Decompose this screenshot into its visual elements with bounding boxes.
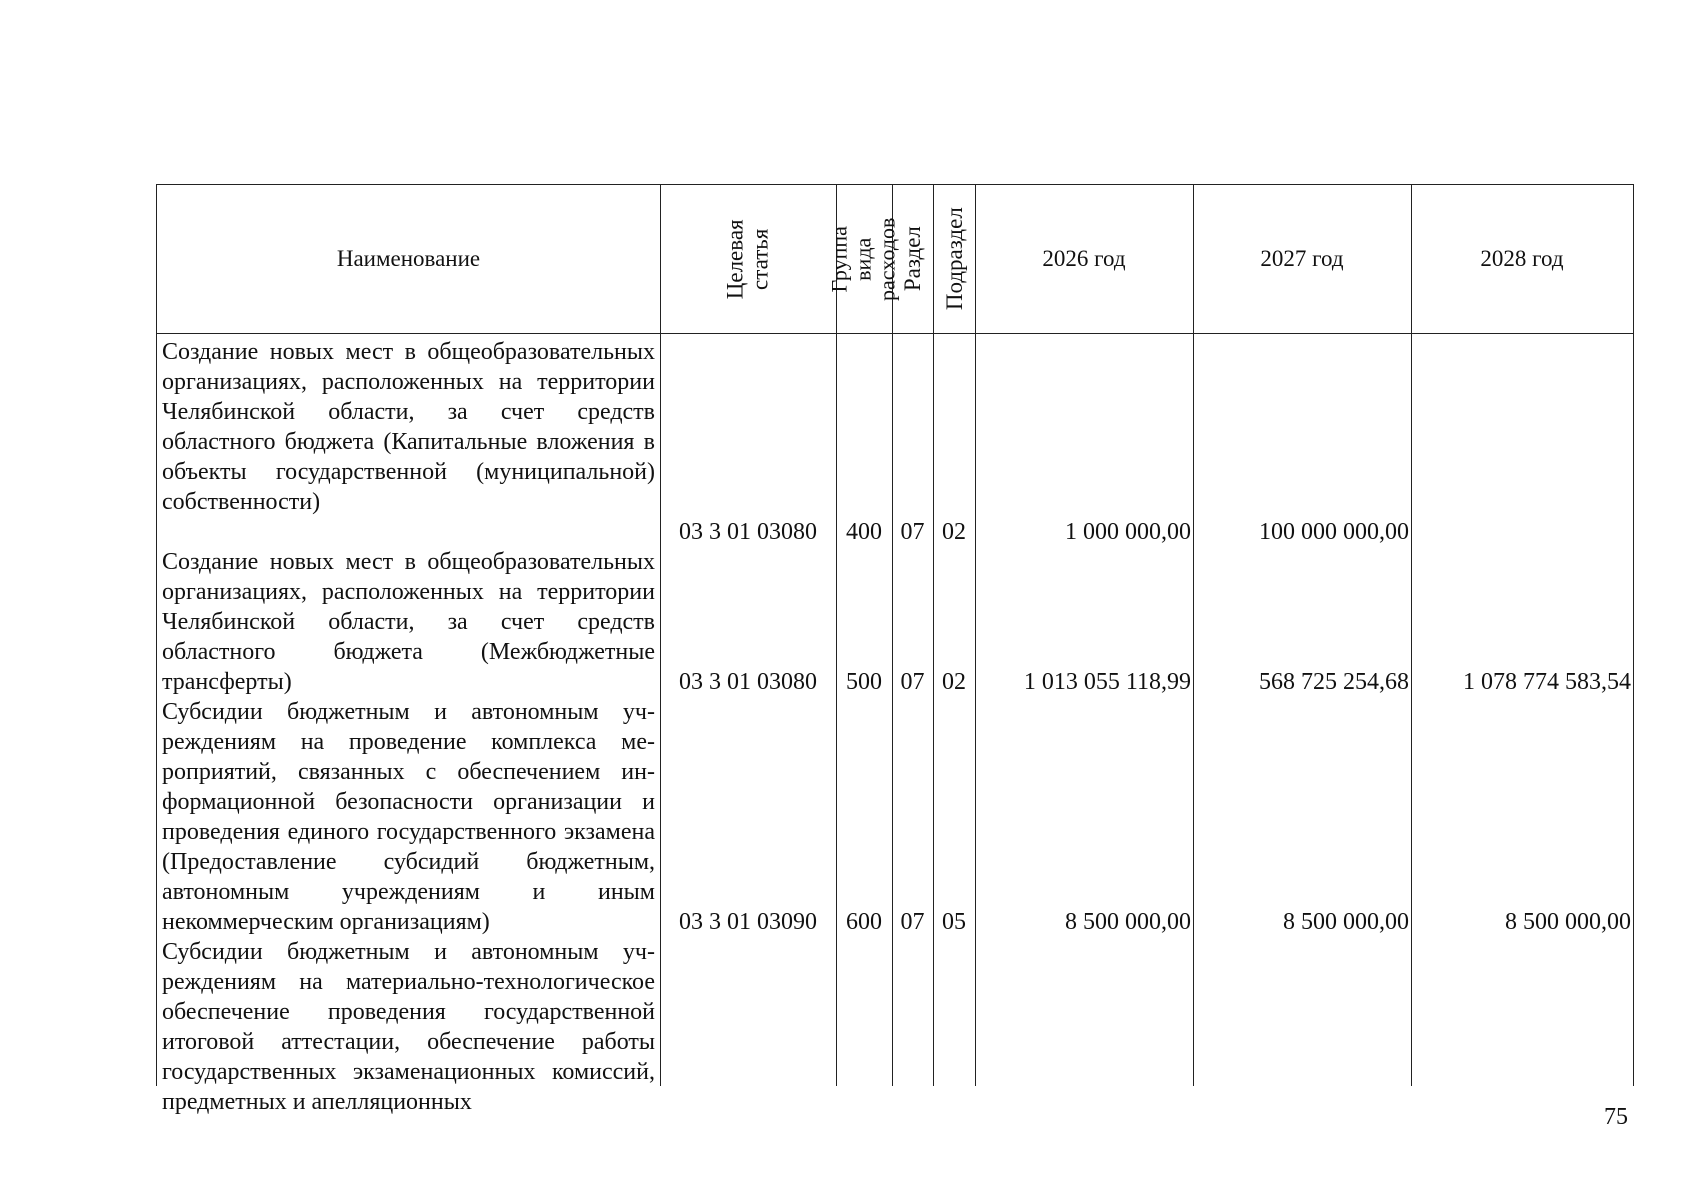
row-2-section: 07 xyxy=(900,669,925,695)
budget-table xyxy=(156,184,1634,1115)
header-2028 xyxy=(1411,185,1633,333)
header-divider xyxy=(157,333,1633,334)
row-3-2027: 8 500 000,00 xyxy=(1283,909,1409,935)
row-1-2026: 1 000 000,00 xyxy=(1065,519,1191,545)
row-2-expense-group: 500 xyxy=(846,669,882,695)
header-name xyxy=(157,185,660,333)
row-3-section: 07 xyxy=(900,909,925,935)
row-2-subsection: 02 xyxy=(942,669,966,695)
row-4-name: Субсидии бюджетным и автономным учреждениям на материально-технологическое обеспечение проведения государственной итоговой аттестации, обеспечение работы государственных экзаменационных комиссий, предметных и апелляционных xyxy=(162,939,655,1115)
row-3-name: Субсидии бюджетным и автономным учреждениям на проведение комплекса мероприятий, связанных с обеспечением информационной безопасности организации и проведения единого государственного экзамена (Предоставление субсидий бюджетным, автономным учреждениям и иным некоммерческим организациям) xyxy=(162,699,655,935)
row-2-2026: 1 013 055 118,99 xyxy=(1023,669,1191,695)
header-subsection xyxy=(933,185,975,333)
header-target-article xyxy=(660,185,836,333)
row-2-name: Создание новых мест в общеобразовательных организациях, расположенных на территории Челябинской области, за счет средств областного бюджета (Межбюджетные трансферты) xyxy=(162,549,655,695)
row-2-2028: 1 078 774 583,54 xyxy=(1463,669,1631,695)
header-2026 xyxy=(975,185,1193,333)
row-1-section: 07 xyxy=(900,519,925,545)
header-target-article-label: Целевая статья xyxy=(722,219,773,299)
header-2027 xyxy=(1193,185,1411,333)
header-name-label: Наименование xyxy=(336,246,481,272)
header-section-label: Раздел xyxy=(899,226,925,292)
header-2026-label: 2026 год xyxy=(1042,246,1126,272)
header-expense-group-label: Группа вида расходов xyxy=(826,217,901,301)
row-3-target-article: 03 3 01 03090 xyxy=(679,909,817,935)
row-1-expense-group: 400 xyxy=(846,519,882,545)
header-2028-label: 2028 год xyxy=(1480,246,1564,272)
row-1-subsection: 02 xyxy=(942,519,966,545)
row-3-subsection: 05 xyxy=(942,909,966,935)
row-2-target-article: 03 3 01 03080 xyxy=(679,669,817,695)
header-2027-label: 2027 год xyxy=(1260,246,1344,272)
row-3-2026: 8 500 000,00 xyxy=(1065,909,1191,935)
row-1-target-article: 03 3 01 03080 xyxy=(679,519,817,545)
header-subsection-label: Подраздел xyxy=(941,207,967,311)
row-3-expense-group: 600 xyxy=(846,909,882,935)
row-1-name: Создание новых мест в общеобразовательных организациях, расположенных на территории Челябинской области, за счет средств областного бюджета (Капитальные вложения в объекты государственной (муниципальной) собственности) xyxy=(162,339,655,515)
row-2-2027: 568 725 254,68 xyxy=(1259,669,1409,695)
header-expense-group xyxy=(826,185,901,333)
row-3-2028: 8 500 000,00 xyxy=(1505,909,1631,935)
header-section xyxy=(892,185,933,333)
row-1-2027: 100 000 000,00 xyxy=(1259,519,1409,545)
page-number: 75 xyxy=(1604,1104,1628,1130)
